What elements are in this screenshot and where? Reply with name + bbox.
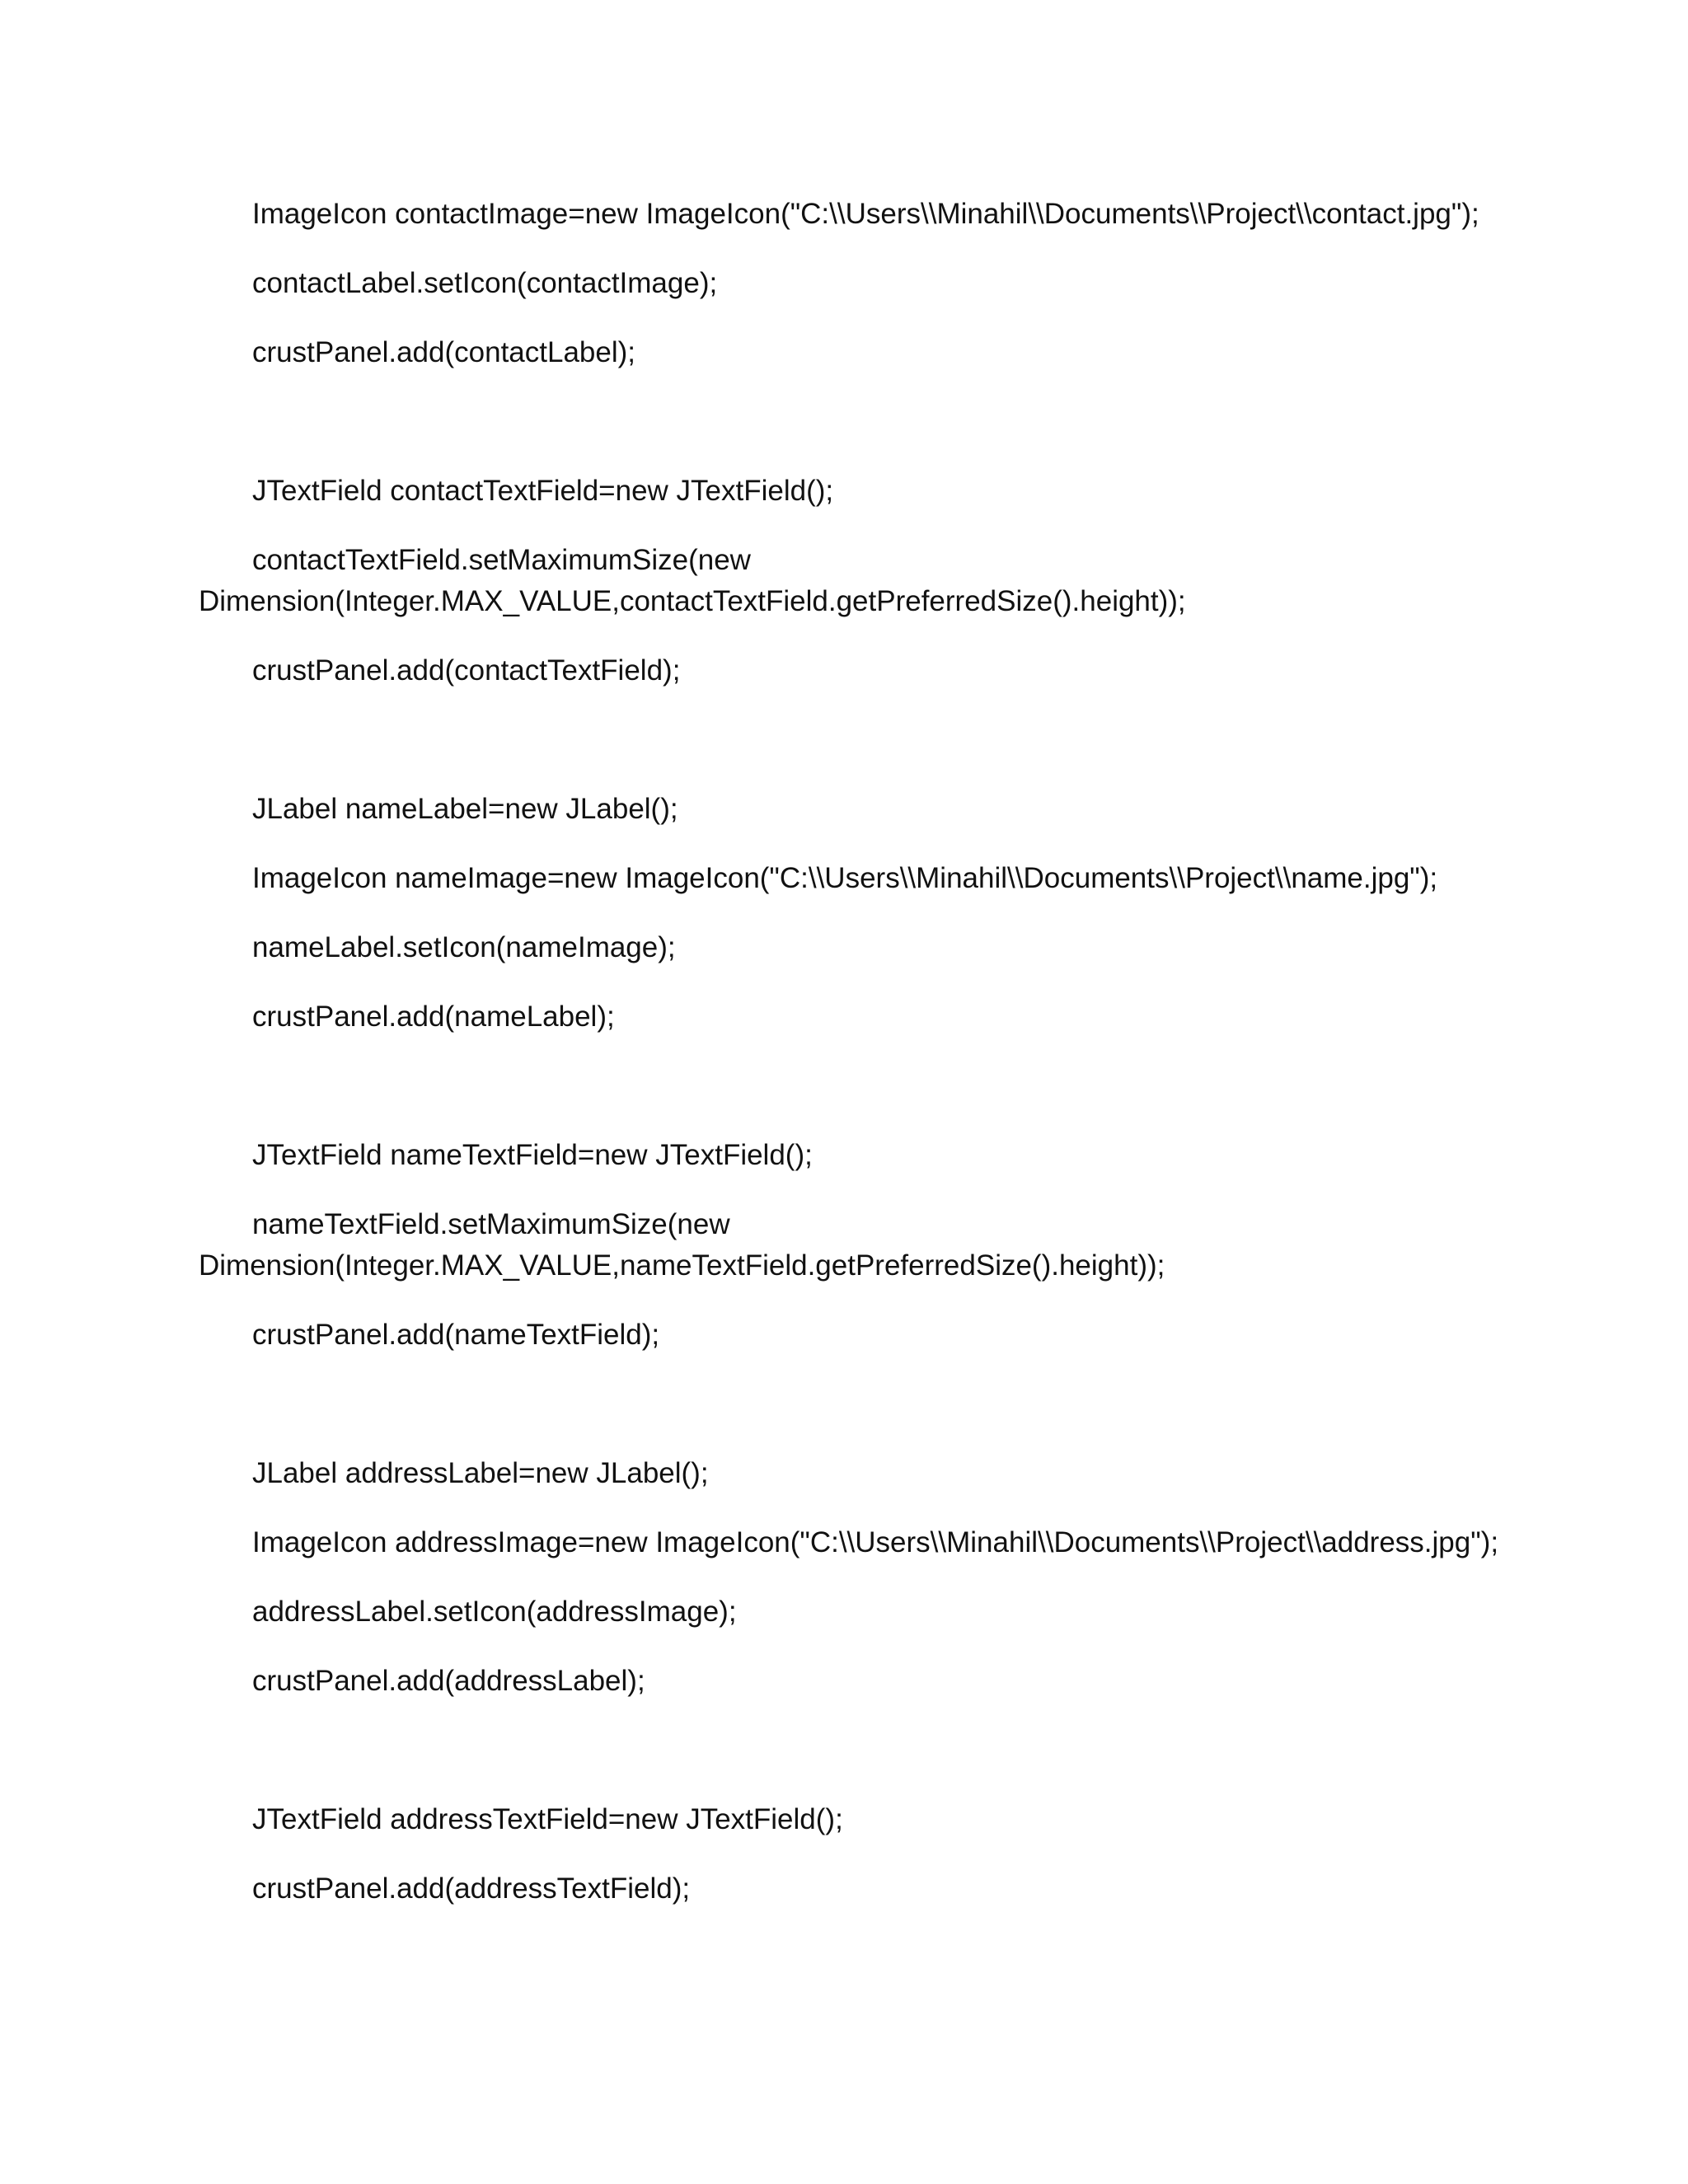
code-line: contactLabel.setIcon(contactImage); — [252, 267, 718, 299]
code-line: ImageIcon addressImage=new ImageIcon("C:\\Users\\Minahil\\Documents\\Project\\address.jpg"); — [252, 1526, 1499, 1558]
code-line: crustPanel.add(addressLabel); — [252, 1665, 645, 1697]
code-line: JTextField addressTextField=new JTextField(); — [252, 1803, 843, 1835]
code-line: crustPanel.add(nameTextField); — [252, 1319, 660, 1351]
code-line-continuation: Dimension(Integer.MAX_VALUE,nameTextField.getPreferredSize().height)); — [199, 1249, 1165, 1282]
code-line: JLabel nameLabel=new JLabel(); — [252, 793, 678, 825]
code-line: JLabel addressLabel=new JLabel(); — [252, 1457, 709, 1489]
code-line: contactTextField.setMaximumSize(new — [252, 544, 751, 576]
code-line: nameLabel.setIcon(nameImage); — [252, 931, 676, 963]
code-line: ImageIcon contactImage=new ImageIcon("C:\\Users\\Minahil\\Documents\\Project\\contact.jpg"); — [252, 198, 1479, 230]
code-line: nameTextField.setMaximumSize(new — [252, 1208, 730, 1240]
code-line: addressLabel.setIcon(addressImage); — [252, 1596, 737, 1628]
code-line: crustPanel.add(addressTextField); — [252, 1872, 691, 1905]
code-line: crustPanel.add(contactLabel); — [252, 336, 635, 368]
code-line-continuation: Dimension(Integer.MAX_VALUE,contactTextField.getPreferredSize().height)); — [199, 585, 1186, 617]
code-line: JTextField nameTextField=new JTextField(); — [252, 1139, 813, 1171]
code-line: JTextField contactTextField=new JTextField(); — [252, 475, 834, 507]
code-line: ImageIcon nameImage=new ImageIcon("C:\\Users\\Minahil\\Documents\\Project\\name.jpg"); — [252, 862, 1438, 894]
code-line: crustPanel.add(contactTextField); — [252, 654, 681, 687]
code-line: crustPanel.add(nameLabel); — [252, 1001, 615, 1033]
